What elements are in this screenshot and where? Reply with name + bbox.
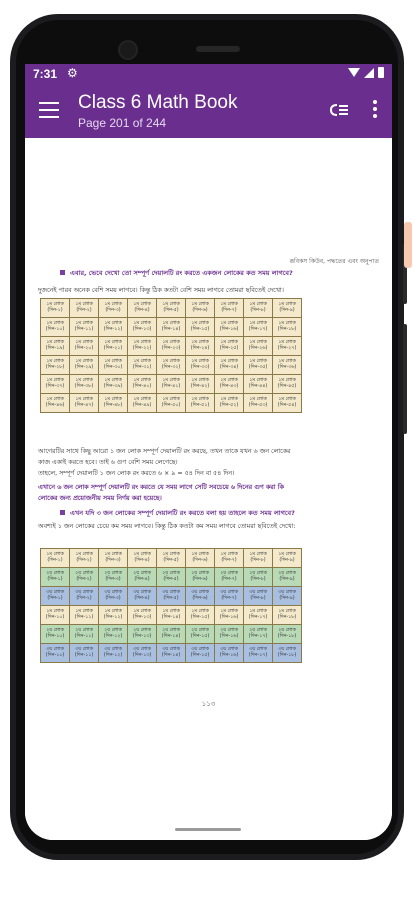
grid-cell: ১ম লোক (দিন-১২) bbox=[99, 318, 128, 337]
earpiece-speaker bbox=[196, 46, 240, 52]
grid-cell: ৩য় লোক (দিন-১৫) bbox=[186, 644, 215, 663]
days-grid-one-person bbox=[40, 298, 302, 413]
grid-cell: ৩য় লোক (দিন-১৩) bbox=[128, 644, 157, 663]
grid-cell: ১ম লোক (দিন-১৫) bbox=[186, 318, 215, 337]
grid-cell: ১ম লোক (দিন-১০) bbox=[41, 318, 70, 337]
paragraph-line-1: আগেরটির সাথে কিছু আরো ১ জন লোক সম্পূর্ণ দেয়ালটি রং করছে, তখন তাকে যখন ৬ জন লোকের bbox=[38, 448, 291, 455]
grid-cell: ৩য় লোক (দিন-৩) bbox=[99, 587, 128, 606]
grid-cell: ৩য় লোক (দিন-১১) bbox=[70, 644, 99, 663]
grid-cell: ২য় লোক (দিন-১) bbox=[41, 568, 70, 587]
page-indicator: Page 201 of 244 bbox=[78, 116, 167, 130]
grid-cell: ১ম লোক (দিন-৩৯) bbox=[99, 375, 128, 394]
grid-cell: ১ম লোক (দিন-১০) bbox=[41, 606, 70, 625]
grid-cell: ৩য় লোক (দিন-১৮) bbox=[273, 644, 302, 663]
grid-cell: ১ম লোক (দিন-১৬) bbox=[215, 318, 244, 337]
grid-cell: ৩য় লোক (দিন-১৪) bbox=[157, 644, 186, 663]
grid-cell: ১ম লোক (দিন-৪৩) bbox=[215, 375, 244, 394]
grid-cell: ১ম লোক (দিন-৩৬) bbox=[273, 356, 302, 375]
grid-cell: ১ম লোক (দিন-৩৮) bbox=[70, 375, 99, 394]
question-1 bbox=[60, 268, 293, 279]
grid-cell: ১ম লোক (দিন-১৮) bbox=[273, 606, 302, 625]
grid-cell: ১ম লোক (দিন-২১) bbox=[99, 337, 128, 356]
status-bar bbox=[25, 64, 392, 86]
grid-row bbox=[41, 356, 302, 375]
grid-cell: ১ম লোক (দিন-৩৪) bbox=[215, 356, 244, 375]
grid-cell: ১ম লোক (দিন-৪২) bbox=[186, 375, 215, 394]
grid-cell: ২য় লোক (দিন-১১) bbox=[70, 625, 99, 644]
grid-cell: ১ম লোক (দিন-৩৭) bbox=[41, 375, 70, 394]
status-time: 7:31 bbox=[33, 67, 58, 81]
grid-cell: ৩য় লোক (দিন-৮) bbox=[244, 587, 273, 606]
grid-cell: ১ম লোক (দিন-৮) bbox=[244, 549, 273, 568]
grid-cell: ৩য় লোক (দিন-১০) bbox=[41, 644, 70, 663]
grid-cell: ১ম লোক (দিন-৩০) bbox=[99, 356, 128, 375]
grid-cell: ২য় লোক (দিন-১৩) bbox=[128, 625, 157, 644]
grid-cell: ১ম লোক (দিন-১) bbox=[41, 299, 70, 318]
grid-cell: ১ম লোক (দিন-৫১) bbox=[186, 394, 215, 413]
grid-cell: ৩য় লোক (দিন-৪) bbox=[128, 587, 157, 606]
grid-cell: ১ম লোক (দিন-১৯) bbox=[41, 337, 70, 356]
grid-cell: ৩য় লোক (দিন-১২) bbox=[99, 644, 128, 663]
grid-cell: ১ম লোক (দিন-২৩) bbox=[157, 337, 186, 356]
grid-cell: ১ম লোক (দিন-৫২) bbox=[215, 394, 244, 413]
bullet-icon bbox=[60, 270, 65, 275]
grid-cell: ২য় লোক (দিন-১৬) bbox=[215, 625, 244, 644]
question-3-text: এখন যদি ৩ জন লোকের সম্পূর্ণ দেয়ালটি রং করতে বলা হয় তাহলে কত সময় লাগবে? bbox=[70, 509, 295, 517]
paragraph-line-2: কাজ একাই করতে হবে। তাই ৬ গুণ বেশি সময় লেগেছে। bbox=[38, 459, 178, 466]
grid-cell: ২য় লোক (দিন-২) bbox=[70, 568, 99, 587]
grid-cell: ১ম লোক (দিন-২৯) bbox=[70, 356, 99, 375]
text-line-1: দুজনেই পারব অনেক বেশি সময় লাগবে। কিন্তু ঠিক কতটা বেশি সময় লাগবে তোমরা ছবিতেই দেখো। bbox=[38, 287, 284, 294]
grid-cell: ৩য় লোক (দিন-১৭) bbox=[244, 644, 273, 663]
grid-cell: ১ম লোক (দিন-২০) bbox=[70, 337, 99, 356]
grid-cell: ১ম লোক (দিন-৪৭) bbox=[70, 394, 99, 413]
grid-cell: ১ম লোক (দিন-১৪) bbox=[157, 606, 186, 625]
grid-cell: ৩য় লোক (দিন-১৬) bbox=[215, 644, 244, 663]
highlight-line-2: লোকের জন্য প্রয়োজনীয় সময় নির্ণয় করা হয়েছে। bbox=[38, 495, 162, 502]
grid-cell: ২য় লোক (দিন-৯) bbox=[273, 568, 302, 587]
paragraph-line-3: তাহলে, সম্পূর্ণ দেয়ালটি ১ জন লোক রং করতে ৬ × ৯ = ৫৪ দিন বা ৫৪ দিন। bbox=[38, 470, 235, 477]
grid-cell: ১ম লোক (দিন-১৭) bbox=[244, 318, 273, 337]
grid-cell: ১ম লোক (দিন-৪) bbox=[128, 299, 157, 318]
status-icons bbox=[348, 67, 384, 78]
grid-cell: ৩য় লোক (দিন-৬) bbox=[186, 587, 215, 606]
grid-cell: ২য় লোক (দিন-৫) bbox=[157, 568, 186, 587]
grid-cell: ২য় লোক (দিন-৬) bbox=[186, 568, 215, 587]
front-camera bbox=[120, 42, 136, 58]
home-indicator[interactable] bbox=[175, 828, 241, 831]
grid-cell: ১ম লোক (দিন-২৪) bbox=[186, 337, 215, 356]
grid-cell: ১ম লোক (দিন-১৪) bbox=[157, 318, 186, 337]
gear-icon: ⚙ bbox=[67, 66, 78, 80]
grid-row bbox=[41, 549, 302, 568]
grid-row bbox=[41, 606, 302, 625]
volume-button bbox=[403, 324, 407, 434]
grid-row bbox=[41, 644, 302, 663]
side-edge-handle bbox=[404, 222, 412, 268]
grid-cell: ১ম লোক (দিন-৩২) bbox=[157, 356, 186, 375]
grid-cell: ২য় লোক (দিন-১৪) bbox=[157, 625, 186, 644]
grid-cell: ৩য় লোক (দিন-৯) bbox=[273, 587, 302, 606]
grid-cell: ২য় লোক (দিন-১৫) bbox=[186, 625, 215, 644]
grid-row bbox=[41, 299, 302, 318]
grid-cell: ১ম লোক (দিন-২২) bbox=[128, 337, 157, 356]
grid-cell: ২য় লোক (দিন-১৮) bbox=[273, 625, 302, 644]
grid-cell: ২য় লোক (দিন-১০) bbox=[41, 625, 70, 644]
grid-cell: ১ম লোক (দিন-৪০) bbox=[128, 375, 157, 394]
grid-cell: ১ম লোক (দিন-৫) bbox=[157, 549, 186, 568]
grid-cell: ১ম লোক (দিন-৪৬) bbox=[41, 394, 70, 413]
grid-cell: ১ম লোক (দিন-৫০) bbox=[157, 394, 186, 413]
grid-cell: ১ম লোক (দিন-২) bbox=[70, 549, 99, 568]
grid-cell: ২য় লোক (দিন-৮) bbox=[244, 568, 273, 587]
grid-cell: ১ম লোক (দিন-১১) bbox=[70, 318, 99, 337]
grid-cell: ১ম লোক (দিন-৯) bbox=[273, 299, 302, 318]
grid-cell: ১ম লোক (দিন-৪৪) bbox=[244, 375, 273, 394]
grid-cell: ১ম লোক (দিন-২৭) bbox=[273, 337, 302, 356]
question-3 bbox=[60, 508, 295, 519]
grid-row bbox=[41, 375, 302, 394]
table-of-contents-icon[interactable] bbox=[328, 102, 350, 118]
grid-cell: ১ম লোক (দিন-৪৫) bbox=[273, 375, 302, 394]
more-vertical-icon[interactable] bbox=[372, 100, 378, 120]
grid-cell: ১ম লোক (দিন-৪) bbox=[128, 549, 157, 568]
grid-cell: ১ম লোক (দিন-৪১) bbox=[157, 375, 186, 394]
grid-cell: ৩য় লোক (দিন-৫) bbox=[157, 587, 186, 606]
battery-icon bbox=[378, 67, 384, 78]
grid-cell: ১ম লোক (দিন-১২) bbox=[99, 606, 128, 625]
grid-cell: ৩য় লোক (দিন-৭) bbox=[215, 587, 244, 606]
text-line-3: অবশ্যই ১ জন লোকের চেয়ে কম সময় লাগবে। কিন্তু ঠিক কতটা কম সময় লাগবে তোমরা ছবিতেই দেখো: bbox=[38, 523, 296, 530]
grid-cell: ১ম লোক (দিন-১৭) bbox=[244, 606, 273, 625]
grid-cell: ১ম লোক (দিন-১৩) bbox=[128, 318, 157, 337]
grid-row bbox=[41, 394, 302, 413]
grid-cell: ১ম লোক (দিন-২৮) bbox=[41, 356, 70, 375]
days-grid-three-people bbox=[40, 548, 302, 663]
grid-cell: ১ম লোক (দিন-১৮) bbox=[273, 318, 302, 337]
grid-row bbox=[41, 568, 302, 587]
app-title: Class 6 Math Book bbox=[78, 92, 238, 113]
grid-cell: ১ম লোক (দিন-৩) bbox=[99, 549, 128, 568]
grid-cell: ১ম লোক (দিন-৩১) bbox=[128, 356, 157, 375]
grid-cell: ১ম লোক (দিন-১৬) bbox=[215, 606, 244, 625]
highlight-line-1: এখানে ৬ জন লোক সম্পূর্ণ দেয়ালটি রং করতে যে সময় লাগে সেটি সবচেয়ে ৬ দিনের গুণ করা কি bbox=[38, 484, 284, 491]
grid-cell: ১ম লোক (দিন-৩৫) bbox=[244, 356, 273, 375]
grid-cell: ১ম লোক (দিন-৩) bbox=[99, 299, 128, 318]
grid-cell: ১ম লোক (দিন-২৫) bbox=[215, 337, 244, 356]
grid-cell: ১ম লোক (দিন-৭) bbox=[215, 299, 244, 318]
grid-cell: ১ম লোক (দিন-৬) bbox=[186, 299, 215, 318]
grid-cell: ২য় লোক (দিন-১২) bbox=[99, 625, 128, 644]
app-bar bbox=[25, 86, 392, 138]
question-1-text: এবার, ভেবে দেখো তো সম্পূর্ণ দেয়ালটি রং করতে একজন লোকের কত সময় লাগবে? bbox=[70, 269, 293, 277]
grid-cell: ১ম লোক (দিন-১৫) bbox=[186, 606, 215, 625]
wifi-icon bbox=[348, 68, 360, 77]
page-header: রূবিকস কিউব, পদ্ধতের এবং অনুপাত bbox=[289, 258, 379, 265]
grid-cell: ৩য় লোক (দিন-২) bbox=[70, 587, 99, 606]
grid-cell: ১ম লোক (দিন-৩৩) bbox=[186, 356, 215, 375]
grid-cell: ১ম লোক (দিন-১১) bbox=[70, 606, 99, 625]
menu-icon[interactable] bbox=[39, 102, 59, 118]
grid-cell: ২য় লোক (দিন-৪) bbox=[128, 568, 157, 587]
grid-cell: ১ম লোক (দিন-৪৮) bbox=[99, 394, 128, 413]
grid-cell: ১ম লোক (দিন-৫৪) bbox=[273, 394, 302, 413]
grid-cell: ১ম লোক (দিন-৫) bbox=[157, 299, 186, 318]
grid-cell: ১ম লোক (দিন-৬) bbox=[186, 549, 215, 568]
grid-cell: ৩য় লোক (দিন-১) bbox=[41, 587, 70, 606]
grid-row bbox=[41, 318, 302, 337]
grid-cell: ১ম লোক (দিন-২৬) bbox=[244, 337, 273, 356]
grid-cell: ২য় লোক (দিন-১৭) bbox=[244, 625, 273, 644]
grid-cell: ২য় লোক (দিন-৭) bbox=[215, 568, 244, 587]
grid-cell: ১ম লোক (দিন-৯) bbox=[273, 549, 302, 568]
grid-cell: ১ম লোক (দিন-১৩) bbox=[128, 606, 157, 625]
grid-cell: ১ম লোক (দিন-২) bbox=[70, 299, 99, 318]
bullet-icon bbox=[60, 510, 65, 515]
grid-cell: ১ম লোক (দিন-৫৩) bbox=[244, 394, 273, 413]
grid-cell: ১ম লোক (দিন-১) bbox=[41, 549, 70, 568]
signal-icon bbox=[364, 68, 374, 78]
grid-row bbox=[41, 337, 302, 356]
grid-cell: ১ম লোক (দিন-৭) bbox=[215, 549, 244, 568]
grid-row bbox=[41, 587, 302, 606]
grid-cell: ২য় লোক (দিন-৩) bbox=[99, 568, 128, 587]
grid-row bbox=[41, 625, 302, 644]
grid-cell: ১ম লোক (দিন-৪৯) bbox=[128, 394, 157, 413]
page-number: ১১৩ bbox=[201, 700, 216, 708]
grid-cell: ১ম লোক (দিন-৮) bbox=[244, 299, 273, 318]
